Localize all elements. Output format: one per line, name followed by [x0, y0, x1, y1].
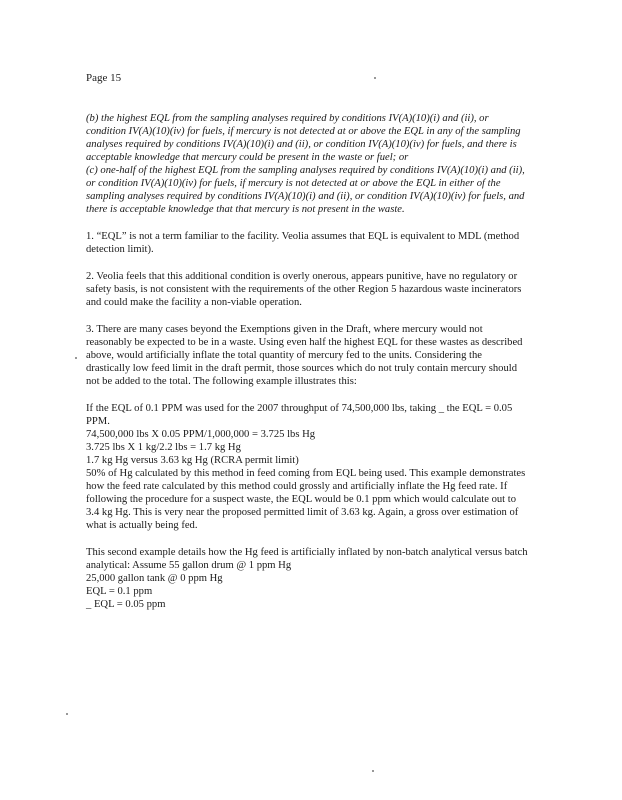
example-1-conclusion: 50% of Hg calculated by this method in feed coming from EQL being used. This example demonstrates how the feed rate calculated by this method could grossly and artificially inflate the Hg feed rate. If following the procedure for a suspect waste, the EQL would be 0.1 ppm which would calculate out to 3.4 kg Hg. This is very near the proposed permitted limit of 3.63 kg. Again, a gross over estimation of what is actually being fed.	[86, 468, 526, 531]
example-1-calc-2: 3.725 lbs X 1 kg/2.2 lbs = 1.7 kg Hg	[86, 442, 241, 453]
page-number: Page 15	[86, 72, 122, 84]
example-1-calc-3: 1.7 kg Hg versus 3.63 kg Hg (RCRA permit limit)	[86, 455, 299, 466]
quoted-permit-conditions	[86, 112, 528, 216]
example-2-intro: This second example details how the Hg feed is artificially inflated by non-batch analytical versus batch analytical: Assume 55 gallon drum @ 1 ppm Hg	[86, 547, 528, 571]
example-1-calc-1: 74,500,000 lbs X 0.05 PPM/1,000,000 = 3.725 lbs Hg	[86, 429, 316, 440]
example-2-line-2: EQL = 0.1 ppm	[86, 586, 153, 597]
scan-speck	[372, 770, 374, 772]
scan-speck	[66, 713, 68, 715]
example-2-line-1: 25,000 gallon tank @ 0 ppm Hg	[86, 573, 223, 584]
comment-1: 1. “EQL” is not a term familiar to the facility. Veolia assumes that EQL is equivalent to MDL (method detection limit).	[86, 231, 520, 255]
example-2	[86, 546, 528, 611]
scan-speck	[75, 357, 77, 359]
document-body	[86, 112, 528, 611]
condition-b: (b) the highest EQL from the sampling analyses required by conditions IV(A)(10)(i) and (ii), or condition IV(A)(10)(iv) for fuels, if mercury is not detected at or above the EQL in any of the sampling analyses required by conditions IV(A)(10)(i) and (ii), or condition IV(A)(10)(iv) for fuels, and there is acceptable knowledge that mercury could be present in the waste or fuel; or	[86, 113, 521, 163]
example-2-line-3: _ EQL = 0.05 ppm	[86, 599, 166, 610]
comment-3: 3. There are many cases beyond the Exemptions given in the Draft, where mercury would not reasonably be expected to be in a waste. Using even half the highest EQL for these wastes as described above, would artificially inflate the total quantity of mercury fed to the units. Considering the drastically low feed limit in the draft permit, those sources which do not truly contain mercury should not be added to the total. The following example illustrates this:	[86, 324, 523, 387]
example-1	[86, 402, 528, 532]
scan-speck	[374, 77, 376, 79]
condition-c: (c) one-half of the highest EQL from the sampling analyses required by conditions IV(A)(10)(i) and (ii), or condition IV(A)(10)(iv) for fuels, if mercury is not detected at or above the EQL in either of the sampling analyses required by conditions IV(A)(10)(i) and (ii), or condition IV(A)(10)(iv) for fuels, and there is acceptable knowledge that that mercury is not present in the waste.	[86, 165, 525, 215]
example-1-intro: If the EQL of 0.1 PPM was used for the 2007 throughput of 74,500,000 lbs, taking _ the EQL = 0.05 PPM.	[86, 403, 513, 427]
comment-2: 2. Veolia feels that this additional condition is overly onerous, appears punitive, have no regulatory or safety basis, is not consistent with the requirements of the other Region 5 hazardous waste incinerators and could make the facility a non-viable operation.	[86, 271, 522, 308]
